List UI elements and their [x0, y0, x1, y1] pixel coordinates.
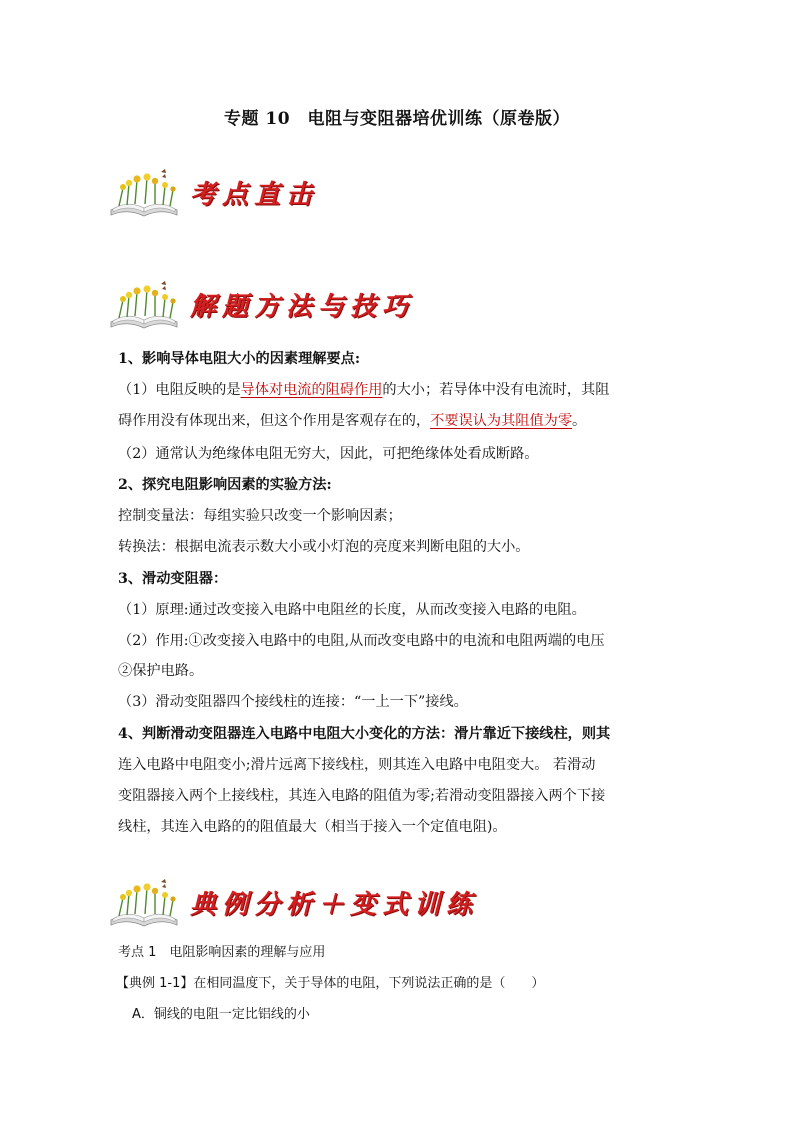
- point-3-heading: 3、滑动变阻器：: [118, 571, 228, 587]
- open-book-flowers-icon: [105, 278, 183, 332]
- section-heading: 典例分析＋变式训练: [190, 890, 479, 920]
- emphasis-text: 不要误认为其阻值为零: [430, 413, 573, 429]
- open-book-flowers-icon: [105, 166, 183, 220]
- point-4-line-b: 连入电路中电阻变小;滑片远离下接线柱，则其连入电路中电阻变大。 若滑动: [118, 757, 596, 773]
- rheostat-principle: （1）原理:通过改变接入电路中电阻丝的长度，从而改变接入电路的电阻。: [118, 602, 586, 618]
- text-span: 的大小；若导体中没有电流时，其阻: [382, 382, 610, 398]
- page-title: 专题 10 电阻与变阻器培优训练（原卷版）: [223, 109, 571, 129]
- point-1-para-b: [118, 410, 586, 432]
- topic-label: 考点 1 电阻影响因素的理解与应用: [118, 945, 326, 960]
- text-span: （1）电阻反映的是: [118, 382, 241, 398]
- methods-content: [118, 348, 683, 858]
- example-question: 【典例 1-1】在相同温度下，关于导体的电阻，下列说法正确的是（ ）: [116, 976, 545, 991]
- section-heading: 考点直击: [190, 180, 319, 210]
- answer-option-a: A．铜线的电阻一定比铝线的小: [132, 1007, 310, 1022]
- rheostat-connection: （3）滑动变阻器四个接线柱的连接：“一上一下”接线。: [118, 694, 468, 710]
- emphasis-text: 导体对电流的阻碍作用: [240, 382, 383, 398]
- section-heading: 解题方法与技巧: [190, 292, 415, 322]
- text-span: 碍作用没有体现出来，但这个作用是客观存在的，: [118, 413, 431, 429]
- point-1-para-2: （2）通常认为绝缘体电阻无穷大，因此，可把绝缘体处看成断路。: [118, 446, 539, 462]
- point-1-heading: 1、影响导体电阻大小的因素理解要点:: [118, 351, 361, 367]
- point-1-para-a: [118, 379, 609, 401]
- rheostat-function-b: ②保护电路。: [118, 663, 204, 679]
- point-2-heading: 2、探究电阻影响因素的实验方法:: [118, 477, 332, 493]
- method-conversion: 转换法：根据电流表示数大小或小灯泡的亮度来判断电阻的大小。: [118, 539, 530, 555]
- open-book-flowers-icon: [105, 876, 183, 930]
- point-4-line-a: 4、判断滑动变阻器连入电路中电阻大小变化的方法：滑片靠近下接线柱，则其: [118, 726, 611, 742]
- example-content: [118, 942, 683, 1032]
- text-span: 。: [572, 413, 587, 429]
- rheostat-function-a: （2）作用:①改变接入电路中的电阻,从而改变电路中的电流和电阻两端的电压: [118, 633, 605, 649]
- point-4-line-c: 变阻器接入两个上接线柱，其连入电路的阻值为零;若滑动变阻器接入两个下接: [118, 788, 606, 804]
- method-control-variable: 控制变量法：每组实验只改变一个影响因素；: [118, 508, 402, 524]
- point-4-line-d: 线柱，其连入电路的的阻值最大（相当于接入一个定值电阻)。: [118, 819, 507, 835]
